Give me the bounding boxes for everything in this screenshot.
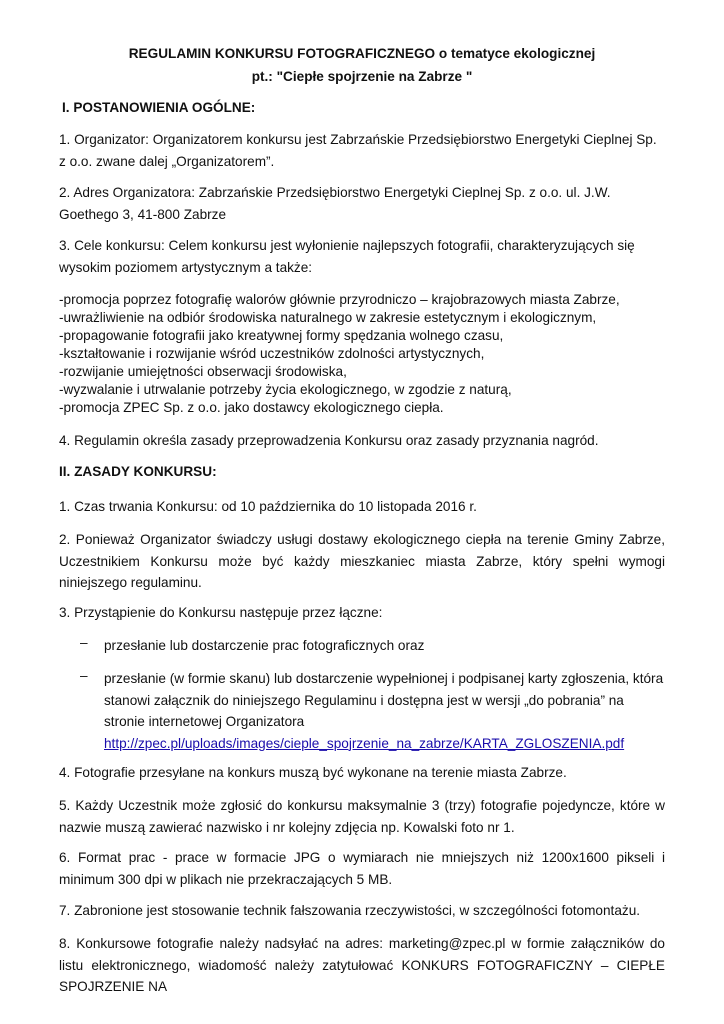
karta-zgloszenia-link[interactable]: http://zpec.pl/uploads/images/cieple_spojrzenie_na_zabrze/KARTA_ZGLOSZENIA.pdf <box>104 735 625 751</box>
s1-paragraph-4: 4. Regulamin określa zasady przeprowadzenia Konkursu oraz zasady przyznania nagród. <box>59 433 599 448</box>
bullet-item-2 <box>104 668 664 754</box>
bullet-dash: – <box>80 635 88 650</box>
s2-paragraph-5: 5. Każdy Uczestnik może zgłosić do konkursu maksymalnie 3 (trzy) fotografie pojedyncze, które w nazwie muszą zawierać nazwisko i nr kolejny zdjęcia np. Kowalski foto nr 1. <box>59 798 665 835</box>
goal-item: -propagowanie fotografii jako kreatywnej formy spędzania wolnego czasu, <box>59 328 504 343</box>
goal-item: -uwrażliwienie na odbiór środowiska naturalnego w zakresie estetycznym i ekologicznym, <box>59 310 597 325</box>
section2-heading: II. ZASADY KONKURSU: <box>59 464 217 479</box>
s2-paragraph-2: 2. Ponieważ Organizator świadczy usługi dostawy ekologicznego ciepła na terenie Gminy Zabrze, Uczestnikiem Konkursu może być każdy mieszkaniec miasta Zabrze, który spełni wymogi niniejszego regulaminu. <box>59 532 665 590</box>
bullet-item-1: przesłanie lub dostarczenie prac fotograficznych oraz <box>104 638 425 653</box>
goal-item: -rozwijanie umiejętności obserwacji środowiska, <box>59 364 347 379</box>
s1-paragraph-3: 3. Cele konkursu: Celem konkursu jest wyłonienie najlepszych fotografii, charakteryzujących się wysokim poziomem artystycznym a także: <box>59 238 635 275</box>
s2-paragraph-6: 6. Format prac - prace w formacie JPG o wymiarach nie mniejszych niż 1200x1600 pikseli i minimum 300 dpi w plikach nie przekraczających 5 MB. <box>59 850 665 887</box>
goal-item: -promocja ZPEC Sp. z o.o. jako dostawcy ekologicznego ciepła. <box>59 400 444 415</box>
s1-paragraph-2: 2. Adres Organizatora: Zabrzańskie Przedsiębiorstwo Energetyki Cieplnej Sp. z o.o. ul. J.W. Goethego 3, 41-800 Zabrze <box>59 185 611 222</box>
goal-item: -kształtowanie i rozwijanie wśród uczestników zdolności artystycznych, <box>59 346 485 361</box>
section1-heading: I. POSTANOWIENIA OGÓLNE: <box>62 100 256 115</box>
s2-paragraph-8: 8. Konkursowe fotografie należy nadsyłać na adres: marketing@zpec.pl w formie załączników do listu elektronicznego, wiadomość należy zatytułować KONKURS FOTOGRAFICZNY – CIEPŁE SPOJRZENIE NA <box>59 936 665 994</box>
s2-paragraph-4: 4. Fotografie przesyłane na konkurs muszą być wykonane na terenie miasta Zabrze. <box>59 765 567 780</box>
goal-item: -promocja poprzez fotografię walorów głównie przyrodniczo – krajobrazowych miasta Zabrze, <box>59 292 620 307</box>
s2-paragraph-3: 3. Przystąpienie do Konkursu następuje przez łączne: <box>59 605 383 620</box>
document-title-line2: pt.: "Ciepłe spojrzenie na Zabrze " <box>251 69 473 84</box>
goal-item: -wyzwalanie i utrwalanie potrzeby życia ekologicznego, w zgodzie z naturą, <box>59 382 512 397</box>
s1-paragraph-1: 1. Organizator: Organizatorem konkursu jest Zabrzańskie Przedsiębiorstwo Energetyki Cieplnej Sp. z o.o. zwane dalej „Organizatorem”. <box>59 132 657 169</box>
s2-paragraph-7: 7. Zabronione jest stosowanie technik fałszowania rzeczywistości, w szczególności fotomontażu. <box>59 903 641 918</box>
document-title-line1: REGULAMIN KONKURSU FOTOGRAFICZNEGO o tematyce ekologicznej <box>128 46 596 61</box>
bullet-item-2-text: przesłanie (w formie skanu) lub dostarczenie wypełnionej i podpisanej karty zgłoszenia, która stanowi załącznik do niniejszego Regulaminu i dostępna jest w wersji „do pobrania” na stronie internetowej Organizatora <box>104 671 664 729</box>
bullet-dash: – <box>80 668 88 683</box>
s2-paragraph-1: 1. Czas trwania Konkursu: od 10 października do 10 listopada 2016 r. <box>59 499 477 514</box>
goals-list <box>59 291 679 417</box>
